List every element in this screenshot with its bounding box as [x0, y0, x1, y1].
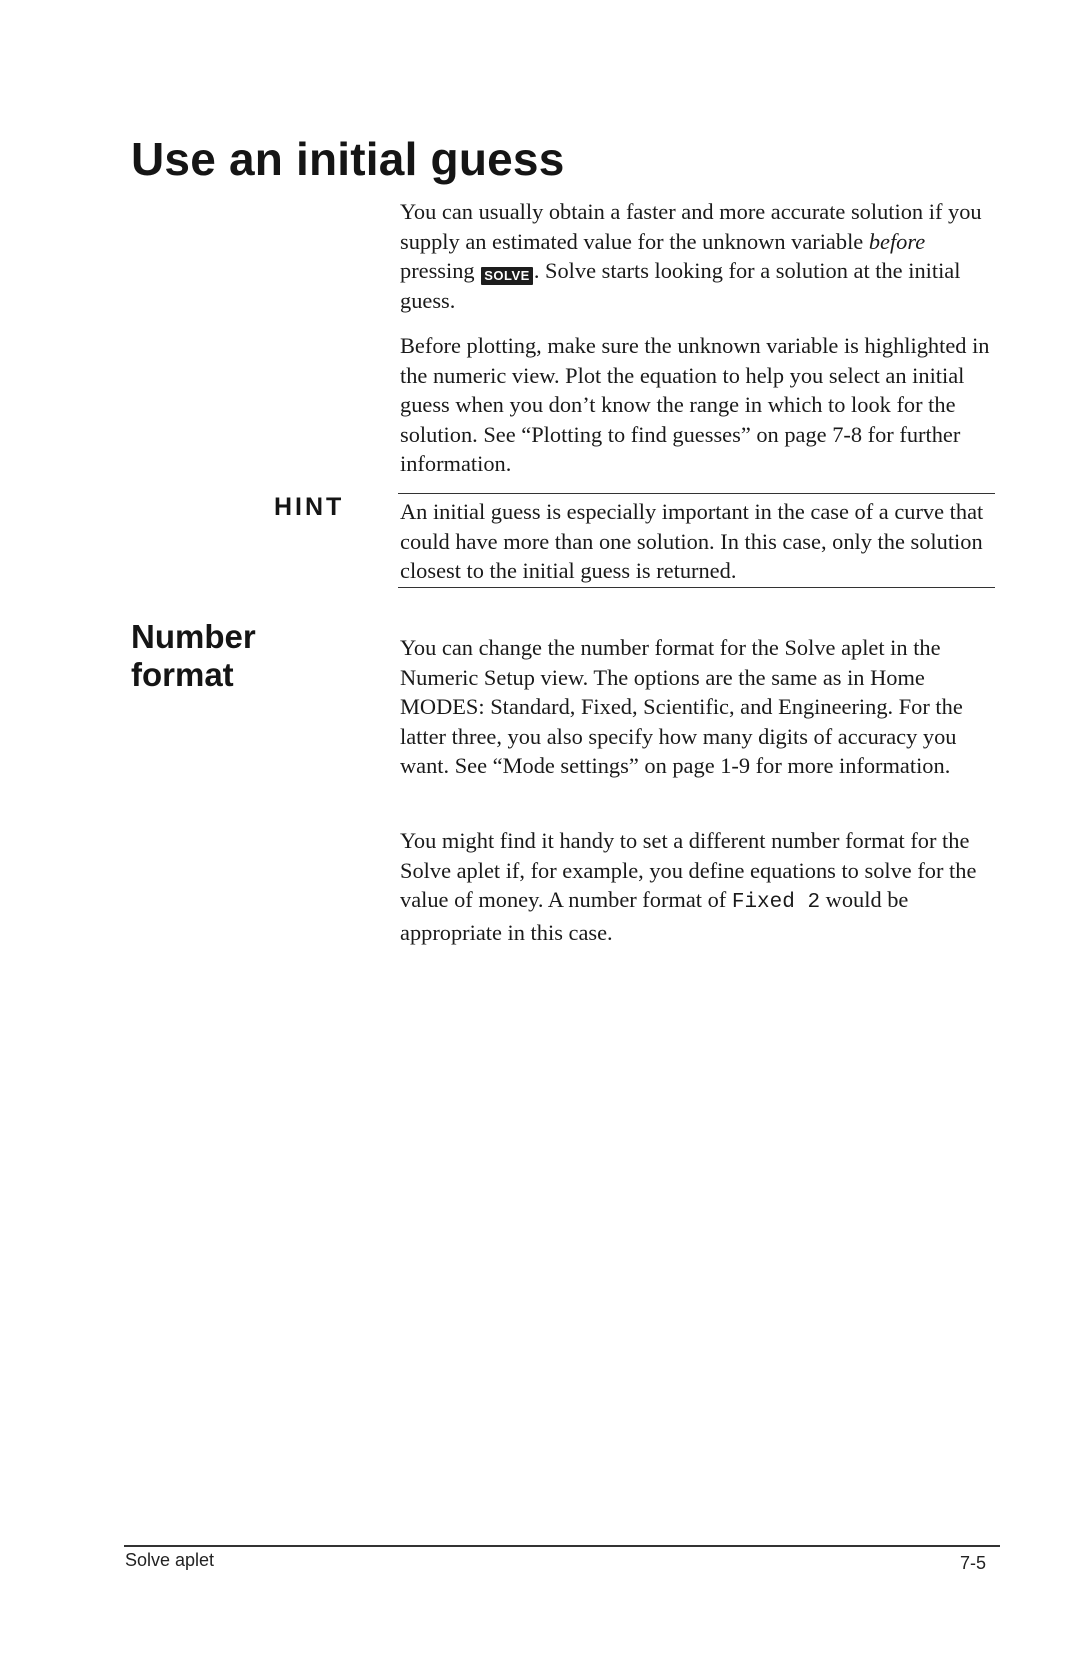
footer-page-number: 7-5 [960, 1553, 987, 1573]
emphasis-before: before [868, 228, 926, 254]
hint-label: HINT [274, 493, 345, 521]
text-run: would be appropriate in this case. [400, 887, 909, 945]
footer-chapter-title: Solve aplet [125, 1550, 215, 1570]
initial-guess-paragraph-2: Before plotting, make sure the unknown variable is highlighted in the numeric view. Plot the equation to help you select an initial guess when you don’t know the range in which to look for the solution. See “Plotting to find guesses” on page 7-8 for further information. [400, 333, 990, 476]
solve-key-icon: SOLVE [481, 267, 533, 285]
text-run: You might find it handy to set a different number format for the Solve aplet if, for example, you define equations to solve for the value of money. A number format of [400, 828, 977, 912]
hint-top-rule [398, 493, 995, 494]
code-fixed-2: Fixed 2 [731, 891, 821, 914]
text-run: . Solve starts looking for a solution at the initial guess. [400, 258, 961, 313]
section-title-initial-guess: Use an initial guess [131, 133, 565, 185]
title-line-2: format [131, 656, 234, 693]
number-format-paragraph-2 [400, 826, 1000, 947]
text-run: You can usually obtain a faster and more accurate solution if you supply an estimated value for the unknown variable [400, 199, 982, 254]
footer-rule [124, 1545, 1000, 1547]
number-format-paragraph-1: You can change the number format for the Solve aplet in the Numeric Setup view. The options are the same as in Home MODES: Standard, Fixed, Scientific, and Engineering. For the latter three, you also specify how many digits of accuracy you want. See “Mode settings” on page 1-9 for more information. [400, 635, 963, 778]
hint-bottom-rule [398, 587, 995, 588]
text-run: pressing [400, 258, 481, 283]
hint-text: An initial guess is especially important in the case of a curve that could have more than one solution. In this case, only the solution closest to the initial guess is returned. [400, 499, 984, 583]
section-title-number-format [131, 618, 256, 694]
initial-guess-paragraph-1 [400, 197, 1000, 315]
title-line-1: Number [131, 618, 256, 655]
